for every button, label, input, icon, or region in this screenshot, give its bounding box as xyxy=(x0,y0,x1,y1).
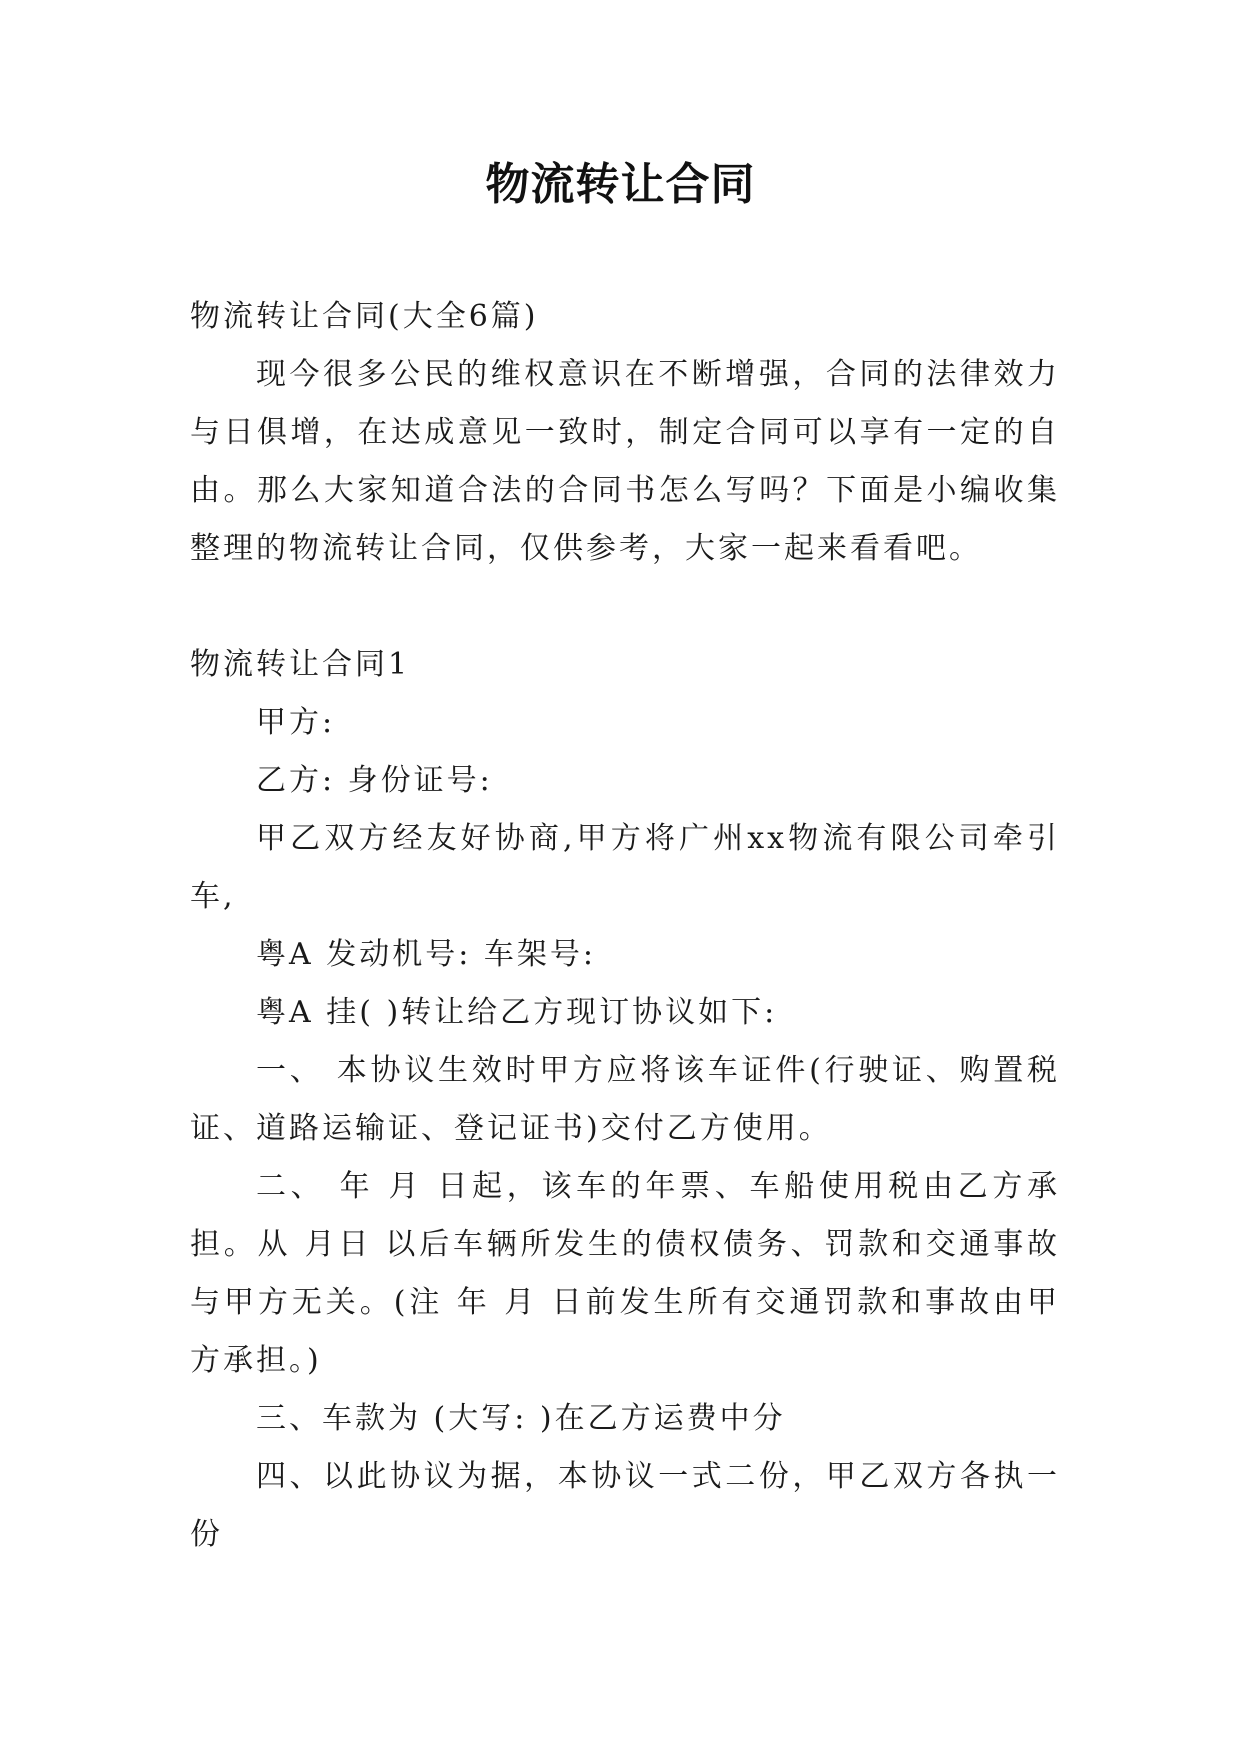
clause-four: 四、以此协议为据，本协议一式二份，甲乙双方各执一份 xyxy=(190,1459,1060,1552)
intro-paragraph: 现今很多公民的维权意识在不断增强，合同的法律效力与日俱增，在达成意见一致时，制定合同可以享有一定的自由。那么大家知道合法的合同书怎么写吗？下面是小编收集整理的物流转让合同，仅供参考，大家一起来看看吧。 xyxy=(190,357,1060,566)
document-subtitle: 物流转让合同(大全6篇) xyxy=(190,299,539,334)
engine-number-line: 粤A 发动机号: 车架号: xyxy=(256,937,596,972)
document-title: 物流转让合同 xyxy=(485,159,756,210)
trailer-transfer-line: 粤A 挂( )转让给乙方现订协议如下: xyxy=(256,995,778,1030)
clause-one: 一、 本协议生效时甲方应将该车证件(行驶证、购置税证、道路运输证、登记证书)交付乙方使用。 xyxy=(190,1053,1060,1146)
clause-three: 三、车款为 (大写: )在乙方运费中分 xyxy=(256,1401,786,1436)
section-spacer xyxy=(190,578,1060,636)
clause-two: 二、 年 月 日起，该车的年票、车船使用税由乙方承担。从 月日 以后车辆所发生的债权债务、罚款和交通事故与甲方无关。(注 年 月 日前发生所有交通罚款和事故由甲方承担。) xyxy=(190,1169,1060,1378)
agreement-intro-paragraph: 甲乙双方经友好协商,甲方将广州xx物流有限公司牵引车, xyxy=(190,821,1060,914)
section-heading: 物流转让合同1 xyxy=(190,647,411,682)
party-b-line: 乙方: 身份证号: xyxy=(256,763,493,798)
document-body xyxy=(190,288,1060,1564)
party-a-line: 甲方: xyxy=(256,705,336,740)
